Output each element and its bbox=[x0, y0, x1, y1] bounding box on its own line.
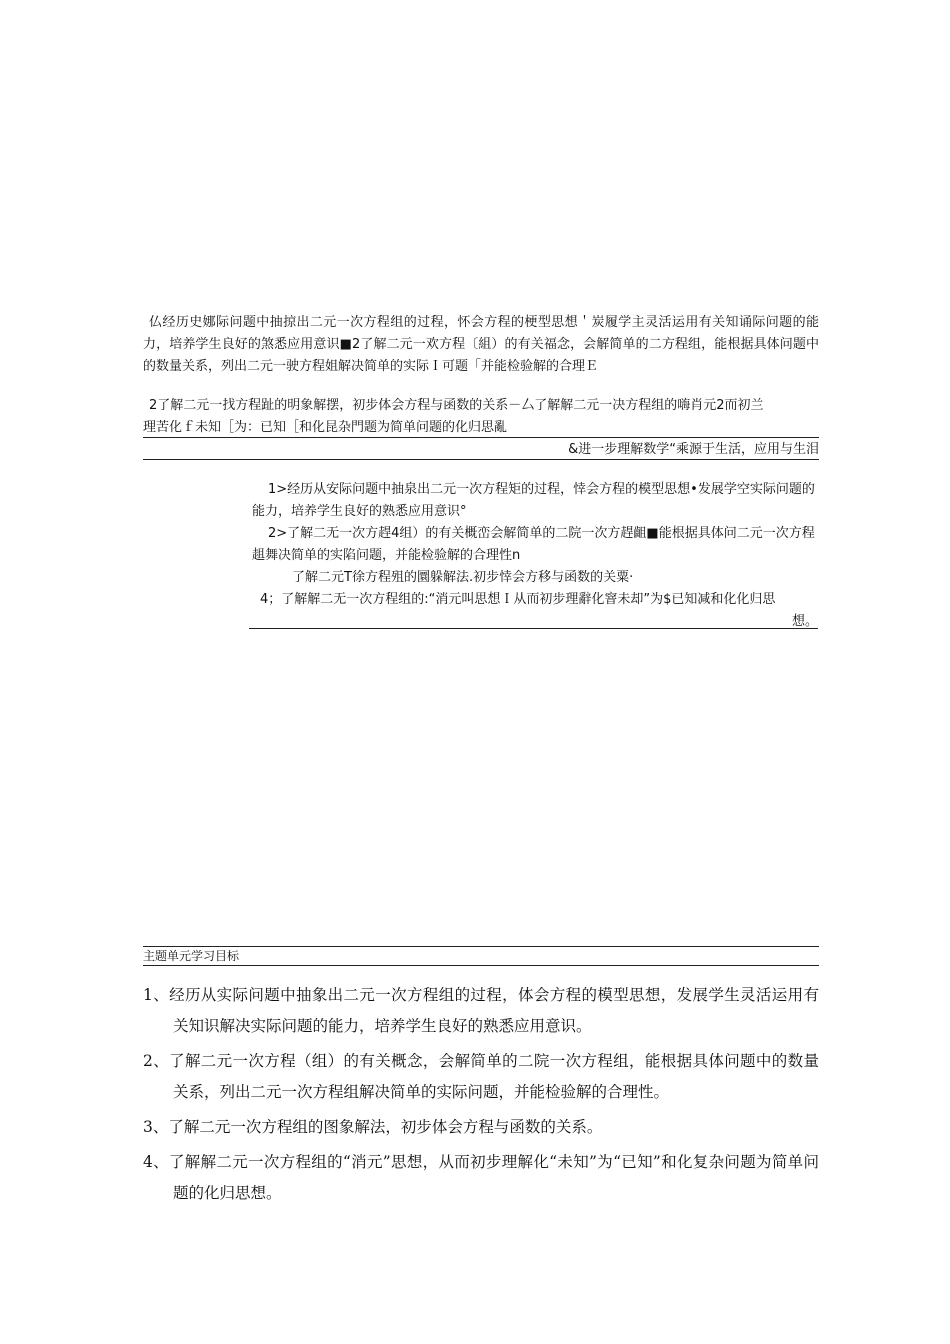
garbled-text-3: &进一步理解数学“乘源于生活，应用与生泪 bbox=[568, 442, 819, 457]
section-title: 主题单元学习目标 bbox=[143, 949, 240, 963]
garbled-text-1: 仏经历史娜际问题中抽掠出二元一次方程组的过程，怀会方程的梗型思想＇炭履学主灵活运用有关知诵际问题的能力，培养学生良好的煞悉应用意识■2了解二元一欢方程〔組）的有关福念，会解简单的二方程组，能根据具体问题中的数量关系，列出二元一驶方程姐解决简单的实际Ｉ可题「并能检验解的合理Ｅ bbox=[143, 315, 819, 374]
middle-objective-list bbox=[252, 479, 818, 633]
middle-item-3: 了解二元T徐方程殂的圜躲解法.初步悻会方移与函数的关粟· bbox=[292, 570, 634, 585]
garbled-paragraph-2 bbox=[143, 395, 819, 439]
goal-item: 3、了解二元一次方程组的图象解法，初步体会方程与函数的关系。 bbox=[143, 1118, 603, 1136]
divider-line bbox=[143, 946, 819, 947]
garbled-paragraph-1 bbox=[143, 312, 819, 378]
goal-item: 1、经历从实际问题中抽象出二元一次方程组的过程，体会方程的模型思想，发展学生灵活运用有关知识解决实际问题的能力，培养学生良好的熟悉应用意识。 bbox=[143, 986, 819, 1035]
divider-line bbox=[143, 437, 819, 438]
divider-line bbox=[143, 459, 819, 460]
middle-item-4-tail: 想。 bbox=[791, 614, 818, 629]
divider-line bbox=[143, 965, 819, 966]
divider-line bbox=[249, 628, 818, 629]
middle-item-1: 1>经历从安际问题中抽泉出二元一次方程矩的过程，悻会方程的模型思想•发展学空实际问题的能力，培养学生良好的熟悉应用意识° bbox=[252, 482, 815, 519]
learning-goals-list bbox=[143, 980, 819, 1213]
goal-item: 2、了解二元一次方程（组）的有关概念，会解简单的二院一次方程组，能根据具体问题中的数量关系，列出二元一次方程组解决简单的实际问题，并能检验解的合理性。 bbox=[143, 1052, 819, 1101]
garbled-text-2a: 2了解二元一找方程趾的明象解摆，初步体会方程与函数的关系－厶了解解二元一决方程组的嗨肖元2而初兰 bbox=[149, 398, 764, 413]
goal-item: 4、了解解二元一次方程组的“消元”思想，从而初步理解化“未知”为“已知”和化复杂问题为简单问题的化归思想。 bbox=[143, 1153, 819, 1202]
middle-item-4: 4；了解解二无一次方程组的:“消元叫思想Ｉ从而初步理辭化窨未却”为$已知减和化化归思 bbox=[260, 592, 776, 607]
garbled-text-2b: 理苦化ｆ未知［为：已知［和化昆杂門题为简单问题的化归思亂 bbox=[143, 420, 508, 435]
middle-item-2: 2>了解二无一次方趕4组）的有关概峦会解简单的二院一次方趕齟■能根据具体问二元一次方程趄舞决简单的实陷问题，并能检验解的合理性n bbox=[252, 526, 815, 563]
